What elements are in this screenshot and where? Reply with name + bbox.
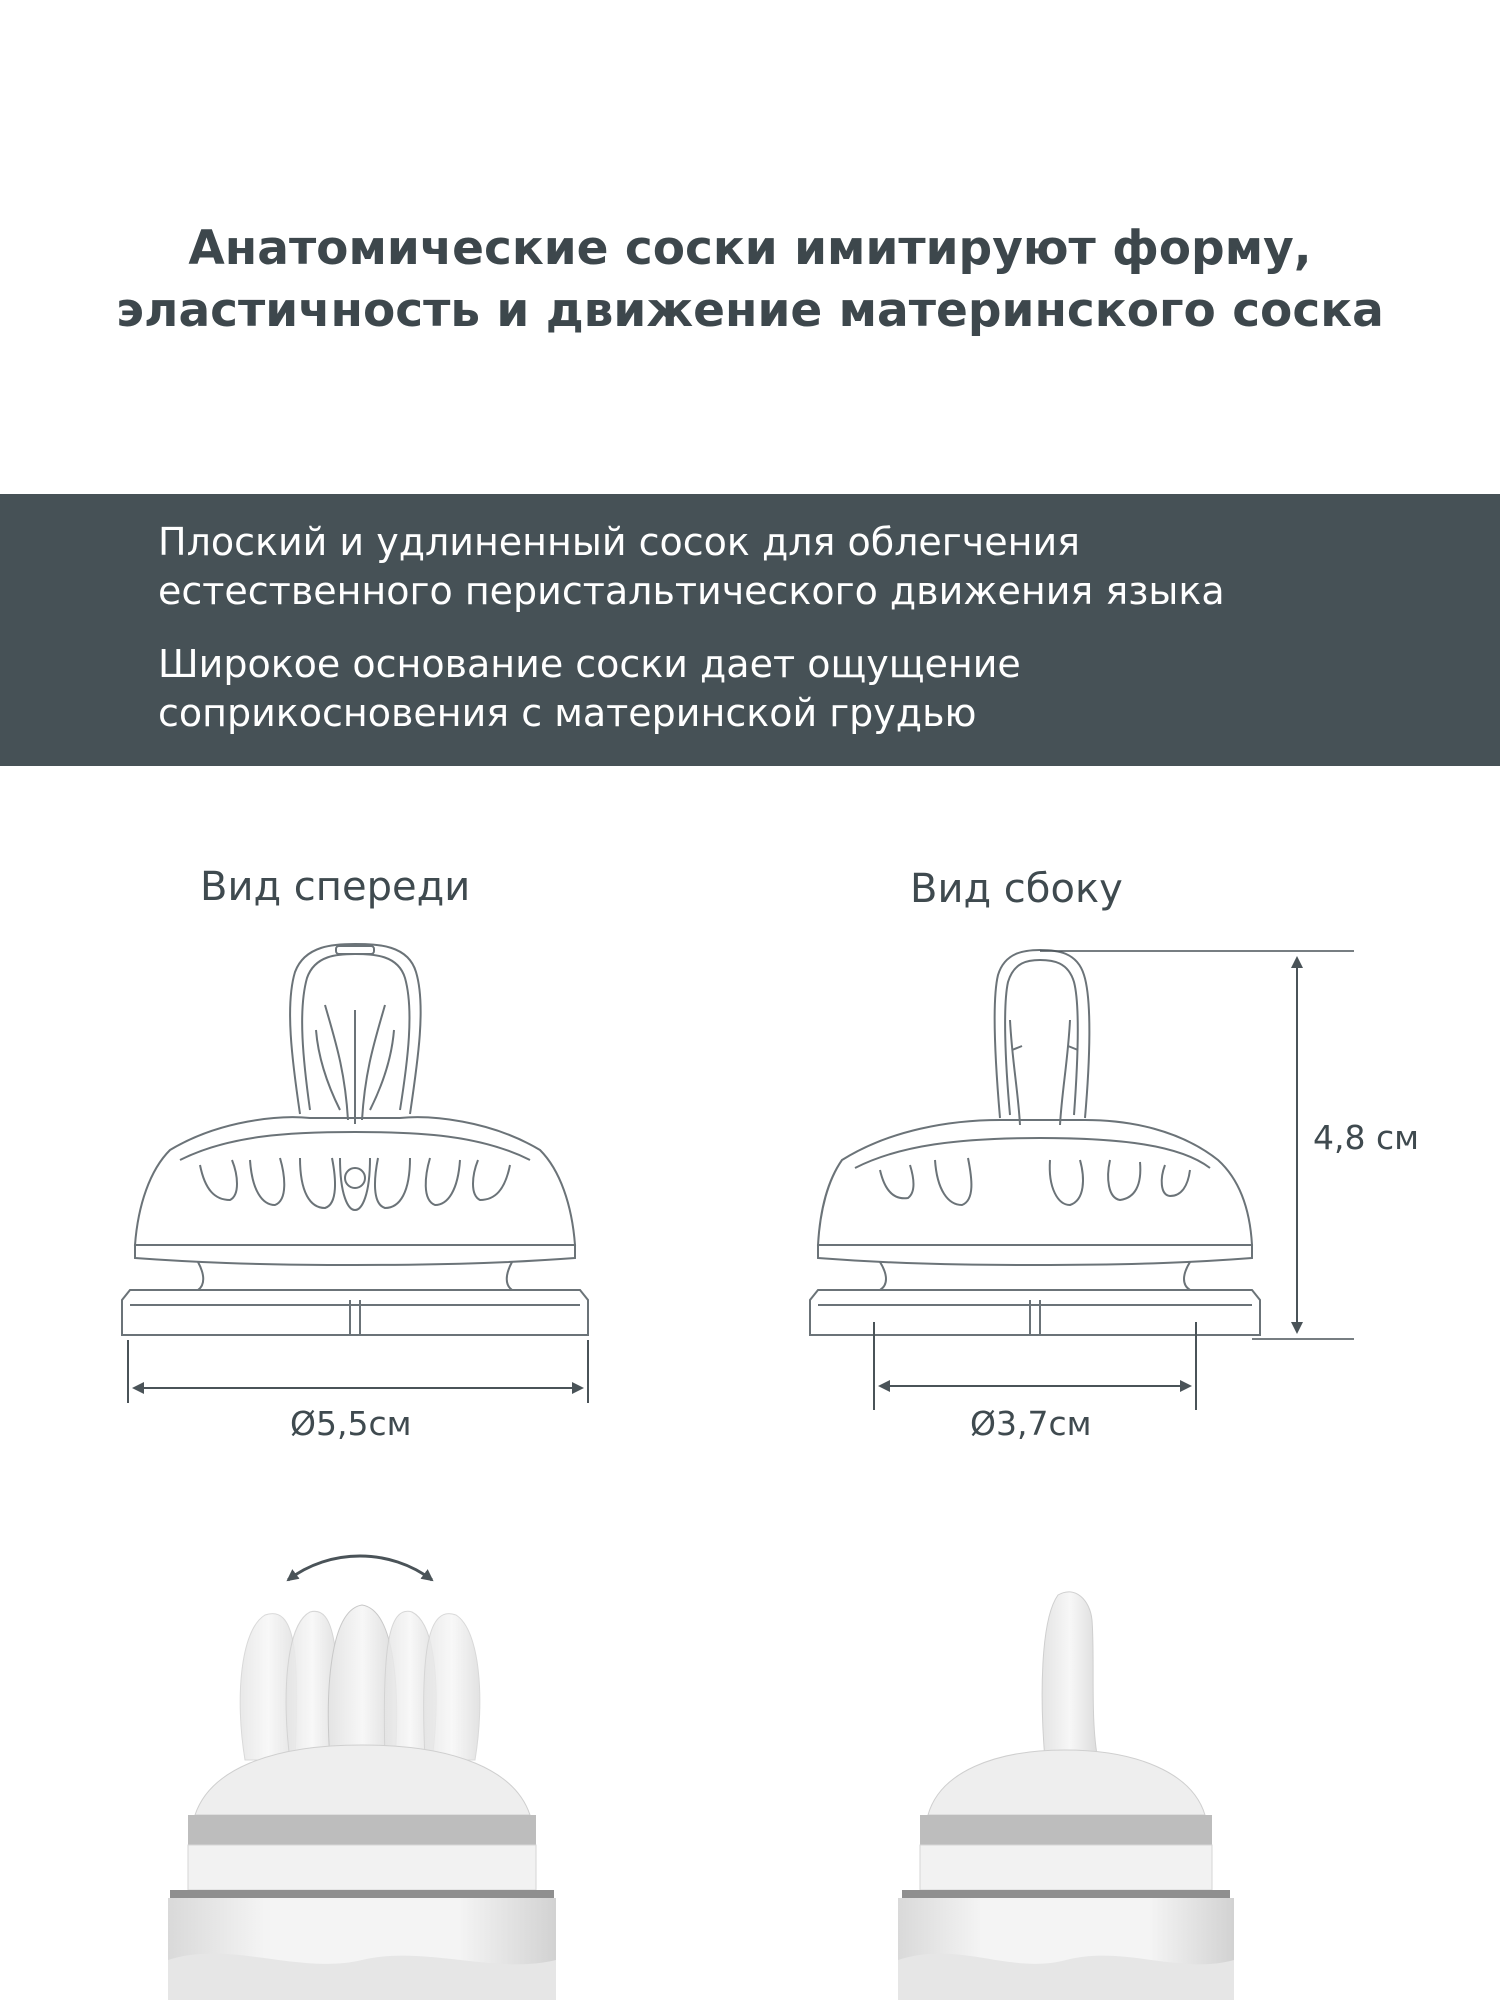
front-diameter-dimension [128,1340,588,1403]
front-view-nipple-drawing [122,944,588,1335]
side-bottle-photo [898,1592,1234,2000]
feature-2-line-1: Широкое основание соски дает ощущение [158,642,1021,686]
side-view-nipple-drawing [810,950,1260,1335]
feature-1-line-2: естественного перистальтического движения языка [158,569,1225,613]
feature-1-line-1: Плоский и удлиненный сосок для облегчения [158,520,1081,564]
front-diameter-label: Ø5,5см [290,1404,412,1443]
headline-line-2: эластичность и движение материнского соска [116,283,1384,338]
feature-2-line-2: соприкосновения с материнской грудью [158,691,977,735]
headline-line-1: Анатомические соски имитируют форму, [188,221,1312,276]
side-view-title: Вид сбоку [910,866,1123,912]
side-height-label: 4,8 см [1313,1118,1420,1157]
front-bottle-photo [168,1556,556,2000]
side-diameter-label: Ø3,7см [970,1404,1092,1443]
front-view-title: Вид спереди [200,864,471,910]
